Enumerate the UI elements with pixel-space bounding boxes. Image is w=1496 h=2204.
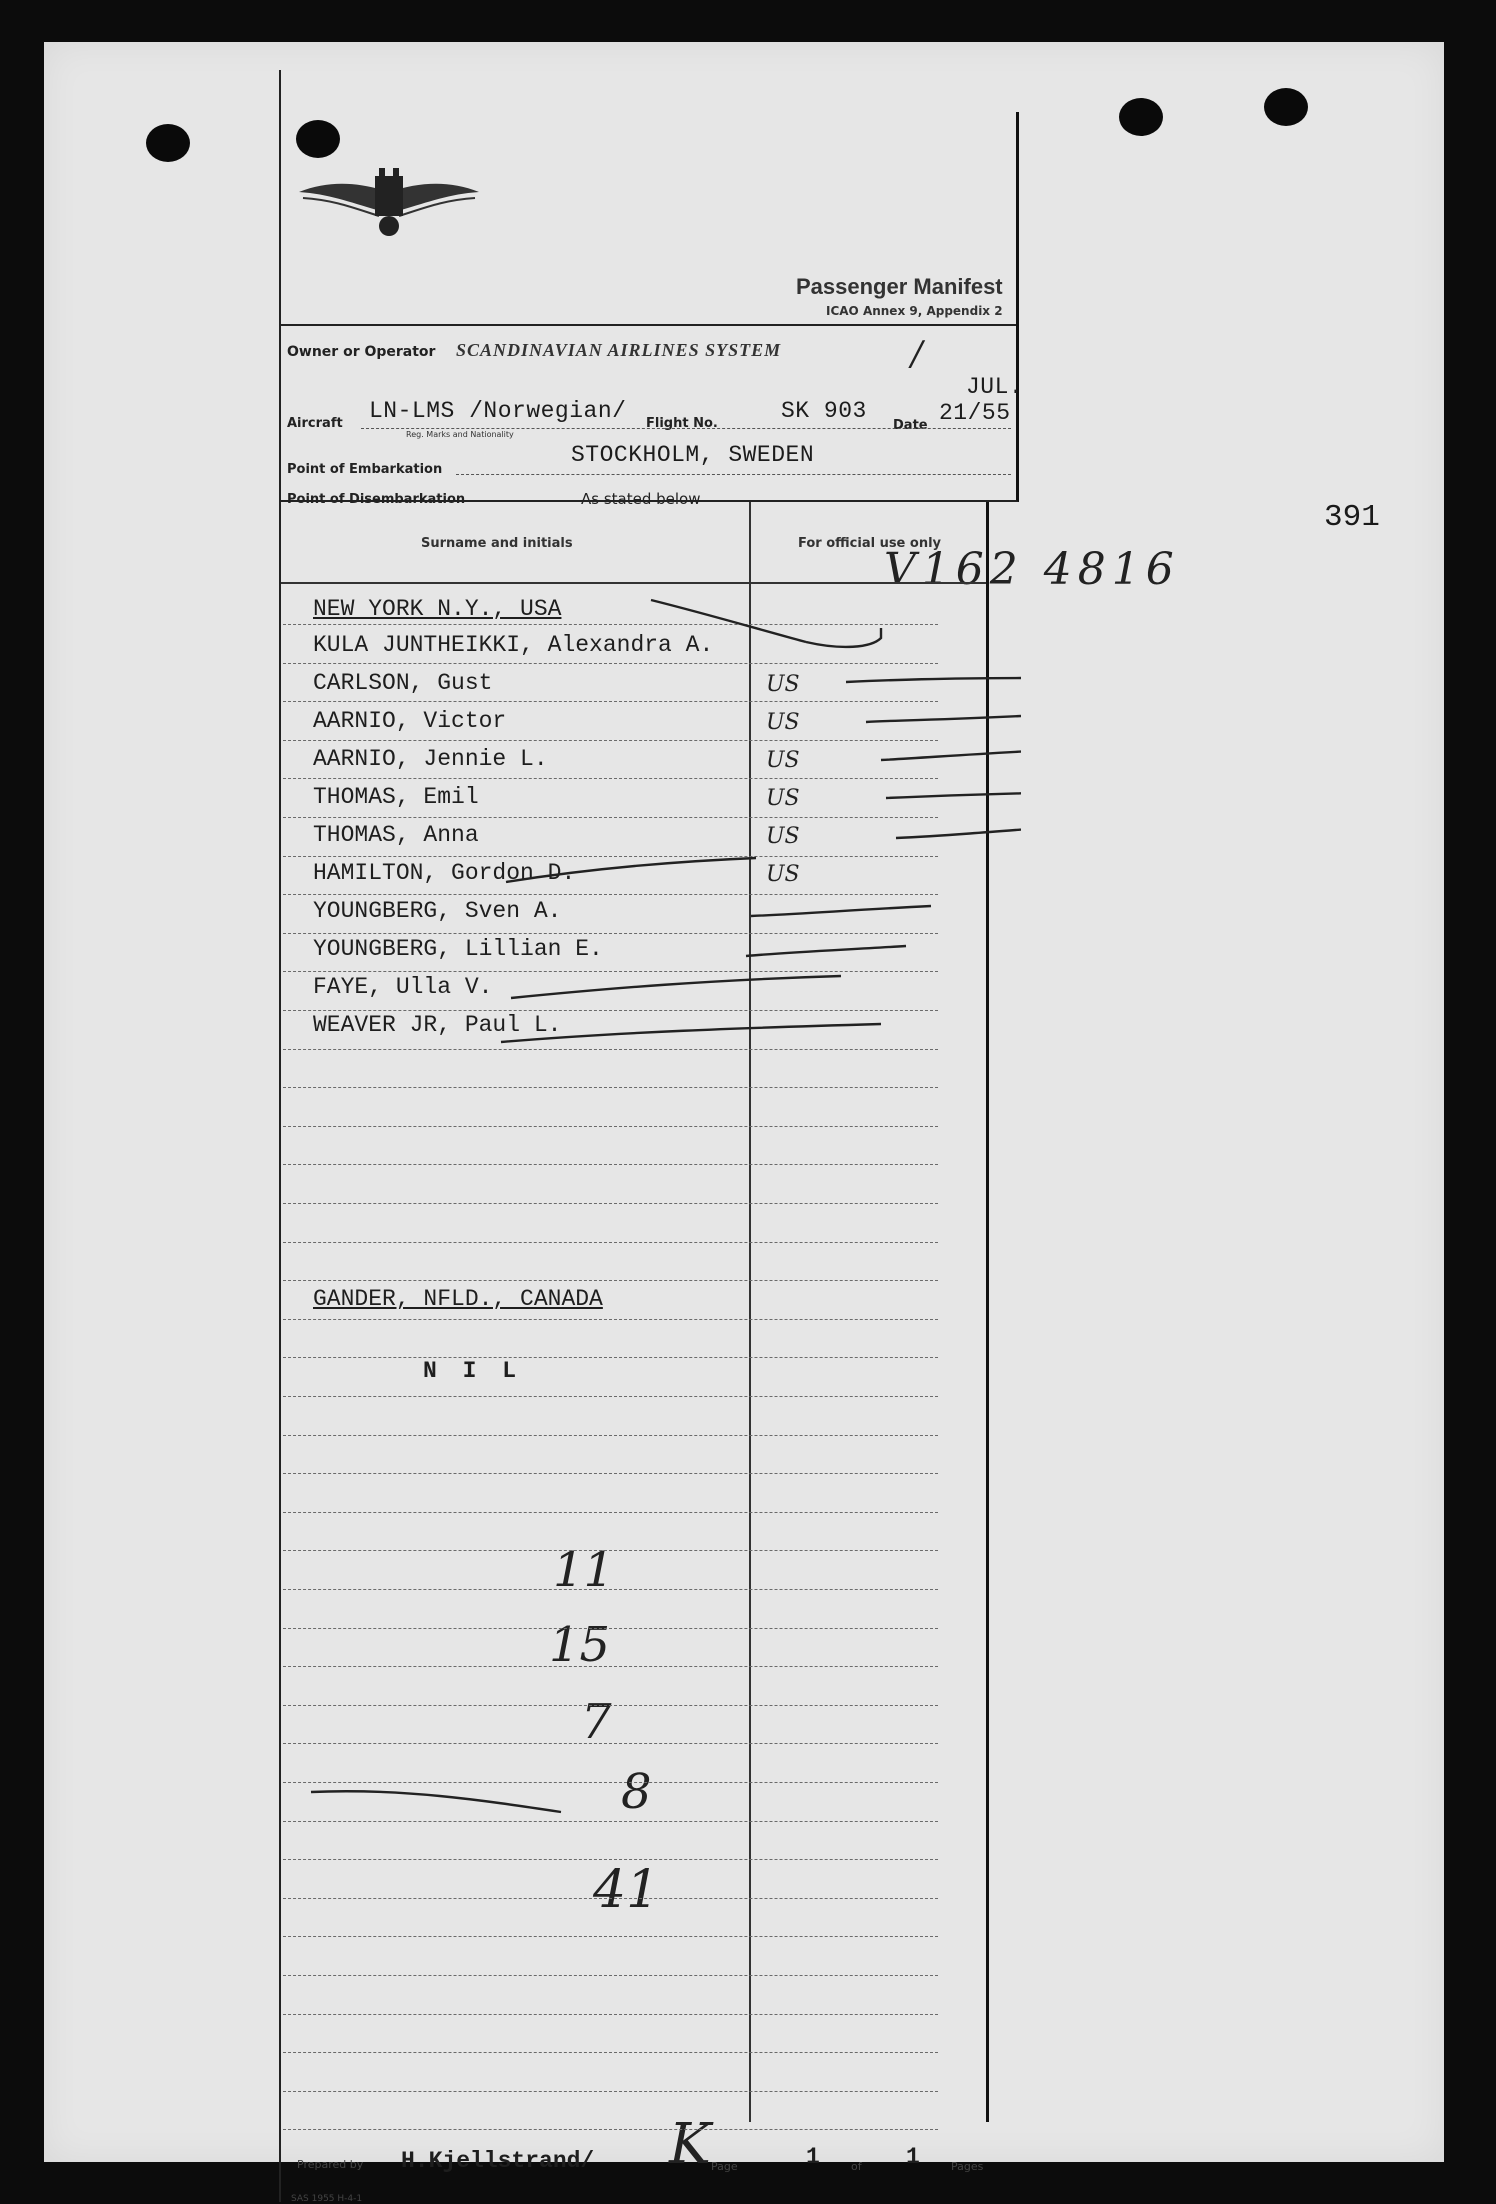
ruling-line — [283, 1666, 938, 1667]
ruling-line — [283, 933, 938, 934]
aircraft-label: Aircraft — [287, 416, 343, 431]
passenger-name: YOUNGBERG, Lillian E. — [313, 936, 603, 962]
ruling-line — [283, 1396, 938, 1397]
prepared-label: Prepared by — [297, 2158, 364, 2171]
destination-heading: GANDER, NFLD., CANADA — [313, 1286, 603, 1312]
ruling-line — [283, 1203, 938, 1204]
page-stamp: 391 — [1324, 500, 1380, 535]
punch-hole — [1264, 88, 1308, 126]
ruling-line — [283, 624, 938, 625]
official-mark: US — [766, 862, 800, 887]
ruling-line — [283, 1859, 938, 1860]
official-mark: US — [766, 710, 800, 735]
passenger-name: AARNIO, Victor — [313, 708, 507, 734]
flight-value: SK 903 — [781, 398, 867, 424]
ruling-line — [283, 1705, 938, 1706]
official-mark: US — [766, 748, 800, 773]
ruling-line — [283, 1319, 938, 1320]
ruling-line — [283, 1975, 938, 1976]
passenger-name: KULA JUNTHEIKKI, Alexandra A. — [313, 632, 714, 658]
ruling-line — [283, 1628, 938, 1629]
tally-number: 8 — [621, 1764, 652, 1820]
signature-initials: K — [669, 2112, 711, 2177]
ruling-line — [283, 1126, 938, 1127]
passenger-table — [281, 502, 989, 2204]
ruling-line — [283, 1473, 938, 1474]
official-mark: US — [766, 786, 800, 811]
ruling-line — [283, 1512, 938, 1513]
ruling-line — [283, 1821, 938, 1822]
form-title: Passenger Manifest — [796, 274, 1003, 299]
tally-number: 11 — [553, 1542, 615, 1598]
date-value: 21/55 — [939, 400, 1011, 426]
ruling-line — [283, 2129, 938, 2130]
of-value: 1 — [906, 2144, 920, 2170]
ruling-line — [283, 817, 938, 818]
official-mark: US — [766, 824, 800, 849]
ruling-line — [283, 971, 938, 972]
passenger-name: THOMAS, Emil — [313, 784, 479, 810]
ruling-line — [283, 1936, 938, 1937]
passenger-name: HAMILTON, Gordon D. — [313, 860, 576, 886]
manifest-sheet — [44, 42, 1444, 2204]
ruling-line — [283, 1087, 938, 1088]
column-header-divider — [281, 582, 986, 584]
aircraft-value: LN-LMS /Norwegian/ — [369, 398, 627, 424]
column-header-name: Surname and initials — [421, 536, 573, 551]
owner-tick: / — [911, 334, 923, 374]
passenger-name: YOUNGBERG, Sven A. — [313, 898, 562, 924]
disembark-label: Point of Disembarkation — [287, 492, 466, 507]
ruling-line — [283, 1164, 938, 1165]
ruling-line — [283, 1743, 938, 1744]
tally-number: 41 — [593, 1860, 660, 1920]
page-label: Page — [711, 2160, 738, 2173]
ruling-line — [283, 701, 938, 702]
ruling-line — [283, 740, 938, 741]
ruling-line — [283, 1280, 938, 1281]
embark-label: Point of Embarkation — [287, 462, 443, 477]
ruling-line — [283, 663, 938, 664]
ruling-line — [283, 2014, 938, 2015]
column-divider — [749, 502, 751, 2122]
ruling-line — [283, 894, 938, 895]
ruling-line — [283, 1589, 938, 1590]
destination-heading: NEW YORK N.Y., USA — [313, 596, 562, 622]
ruling-line — [283, 1898, 938, 1899]
header-box — [281, 112, 1024, 508]
ruling-line — [283, 1049, 938, 1050]
margin-note: V162 4816 — [884, 544, 1180, 595]
wings-logo-icon — [289, 162, 489, 252]
ruling-line — [283, 2091, 938, 2092]
aircraft-sublabel: Reg. Marks and Nationality — [406, 430, 514, 439]
official-mark: US — [766, 672, 800, 697]
tally-number: 7 — [581, 1694, 612, 1750]
punch-hole — [146, 124, 190, 162]
passenger-name: THOMAS, Anna — [313, 822, 479, 848]
flight-label: Flight No. — [646, 416, 718, 431]
disembark-value: As stated below — [581, 490, 701, 508]
aircraft-underline — [361, 428, 1011, 429]
ruling-line — [283, 856, 938, 857]
ruling-line — [283, 778, 938, 779]
passenger-name: CARLSON, Gust — [313, 670, 493, 696]
ruling-line — [283, 1550, 938, 1551]
owner-label: Owner or Operator — [287, 344, 436, 360]
embark-underline — [456, 474, 1011, 475]
passenger-name: WEAVER JR, Paul L. — [313, 1012, 562, 1038]
of-label: of — [851, 2160, 862, 2173]
manifest-form — [279, 70, 1024, 2204]
pages-label: Pages — [951, 2160, 984, 2173]
header-divider — [281, 324, 1016, 326]
form-code: SAS 1955 H-4-1 — [291, 2194, 363, 2204]
ruling-line — [283, 1010, 938, 1011]
ruling-line — [283, 2052, 938, 2053]
ruling-line — [283, 1782, 938, 1783]
form-subtitle: ICAO Annex 9, Appendix 2 — [826, 304, 1003, 318]
page-value: 1 — [806, 2144, 820, 2170]
punch-hole — [1119, 98, 1163, 136]
prepared-value: H.Kjellstrand/ — [401, 2148, 595, 2174]
column-header-official: For official use only — [798, 536, 942, 551]
passenger-name: FAYE, Ulla V. — [313, 974, 493, 1000]
nil-entry: N I L — [423, 1358, 523, 1384]
date-label: Date — [893, 418, 928, 433]
passenger-name: AARNIO, Jennie L. — [313, 746, 548, 772]
date-month: JUL. — [966, 374, 1024, 400]
owner-value: SCANDINAVIAN AIRLINES SYSTEM — [456, 340, 782, 360]
ruling-line — [283, 1242, 938, 1243]
ruling-line — [283, 1435, 938, 1436]
ruling-line — [283, 1357, 938, 1358]
embark-value: STOCKHOLM, SWEDEN — [571, 442, 815, 468]
tally-number: 15 — [549, 1617, 611, 1673]
